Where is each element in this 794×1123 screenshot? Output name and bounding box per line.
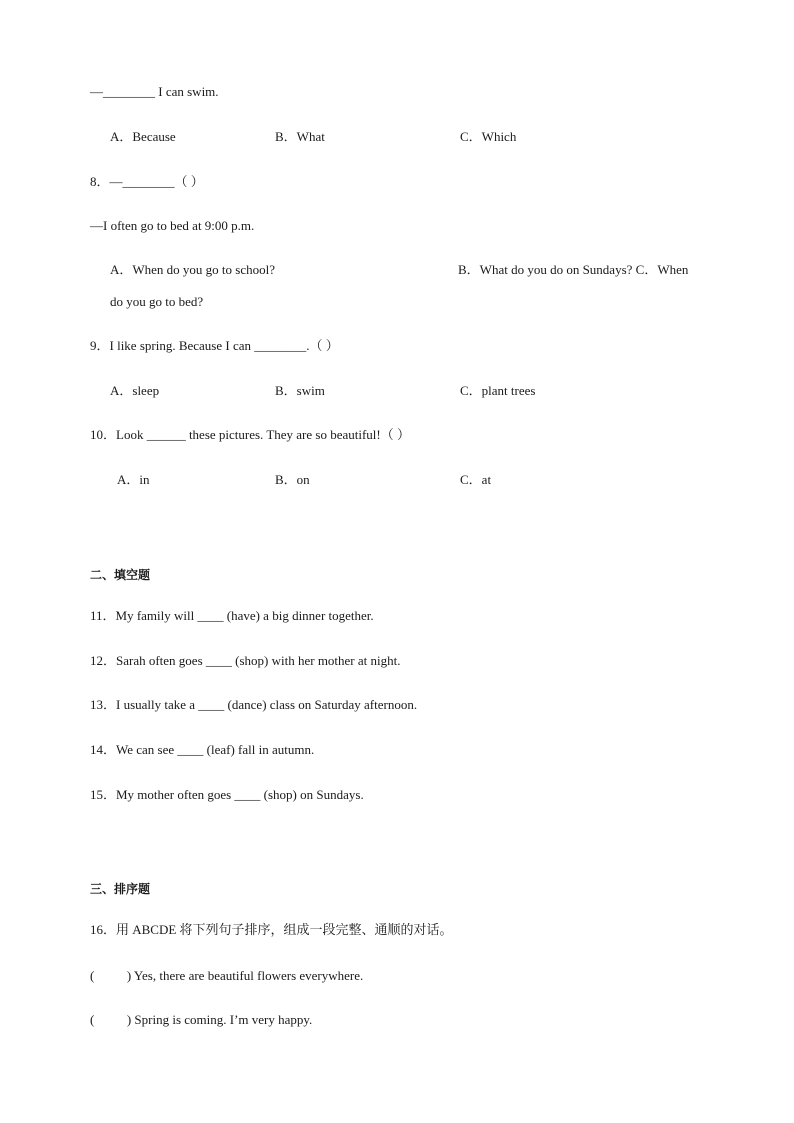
q9-option-c: C．plant trees (460, 383, 536, 398)
q11-item: 11．My family will ____ (have) a big dinner together. (90, 608, 374, 623)
section-2-title: 二、填空题 (90, 568, 151, 582)
order-item-1: ( ) Yes, there are beautiful flowers everywhere. (90, 968, 364, 983)
section-3-title: 三、排序题 (90, 882, 151, 896)
q8-option-c-continued: do you go to bed? (110, 294, 204, 309)
q7-option-b: B．What (275, 129, 325, 144)
q13-item: 13．I usually take a ____ (dance) class on Saturday afternoon. (90, 697, 418, 712)
q9-stem: 9．I like spring. Because I can ________.（ ） (90, 338, 339, 353)
q7-option-a: A．Because (110, 129, 176, 144)
q10-option-a: A．in (117, 472, 150, 487)
q7-option-c: C．Which (460, 129, 517, 144)
q16-instruction: 16．用 ABCDE 将下列句子排序，组成一段完整、通顺的对话。 (90, 922, 453, 937)
q7-answer-line: —________ I can swim. (90, 84, 219, 99)
q8-option-a: A．When do you go to school? (110, 262, 276, 277)
q9-option-a: A．sleep (110, 383, 160, 398)
q10-option-b: B．on (275, 472, 310, 487)
q10-option-c: C．at (460, 472, 492, 487)
q10-stem: 10．Look ______ these pictures. They are so beautiful!（ ） (90, 427, 410, 442)
q8-stem: 8．—________（ ） (90, 174, 204, 189)
q9-option-b: B．swim (275, 383, 325, 398)
q8-answer-line: —I often go to bed at 9:00 p.m. (90, 218, 255, 233)
q8-option-bc: B．What do you do on Sundays? C．When (458, 262, 689, 277)
order-item-2: ( ) Spring is coming. I’m very happy. (90, 1012, 313, 1027)
q14-item: 14．We can see ____ (leaf) fall in autumn. (90, 742, 315, 757)
q12-item: 12．Sarah often goes ____ (shop) with her mother at night. (90, 653, 401, 668)
q15-item: 15．My mother often goes ____ (shop) on Sundays. (90, 787, 364, 802)
